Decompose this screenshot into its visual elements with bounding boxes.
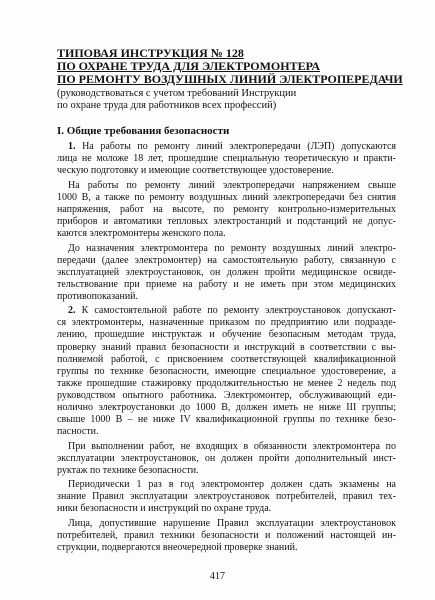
paragraph-text: приборов и автоматики тепловых электростанций и подстанций не допус- xyxy=(57,215,396,227)
paragraph-line xyxy=(57,291,396,303)
paragraph-text: руководством опытного работника. Электромонтер, обслуживающий еди- xyxy=(57,389,396,401)
paragraph-line xyxy=(57,503,396,515)
document-title xyxy=(57,46,403,86)
paragraph-line xyxy=(57,329,396,341)
paragraph-line xyxy=(57,141,396,153)
paragraph-text: свыше 1000 В – не ниже IV квалификационной группы по технике безо- xyxy=(57,413,396,425)
document-subtitle xyxy=(57,88,387,112)
paragraph-text: 1000 В, а также по ремонту воздушных линий электропередачи без снятия xyxy=(57,191,396,203)
paragraph-text: потребителей, правил техники безопасности и положений настоящей ин- xyxy=(57,530,396,542)
paragraph-text: противопоказаний. xyxy=(57,290,139,302)
paragraph-line xyxy=(57,342,396,354)
paragraph-text: При выполнении работ, не входящих в обязанности электромонтера по xyxy=(68,440,396,452)
paragraph-text: также прошедшие стажировку продолжительностью не менее 2 недель под xyxy=(57,377,396,389)
paragraph-line xyxy=(57,390,396,402)
paragraph-number: 1. xyxy=(68,141,76,152)
paragraph-line xyxy=(57,204,396,216)
paragraph-text: эксплуатации электроустановок, он должен пройти дополнительный инст- xyxy=(57,452,396,464)
paragraph-line xyxy=(57,255,396,267)
paragraph-text: руктаж по технике безопасности. xyxy=(57,464,199,476)
paragraph-text: К самостоятельной работе по ремонту электроустановок допускают- xyxy=(75,305,396,317)
paragraph-text: эксплуатацией электроустановок, он должен пройти медицинское освиде- xyxy=(57,266,396,278)
paragraph-text: ся электромонтеры, назначенные приказом по предприятию или подразде- xyxy=(57,317,396,329)
paragraph-text: До назначения электромонтера по ремонту воздушных линий электро- xyxy=(68,242,396,254)
paragraph xyxy=(57,479,396,515)
paragraph-line xyxy=(57,491,396,503)
paragraph-line xyxy=(57,153,396,165)
paragraph-text: группы по технике безопасности, имеющие специальное удостоверение, а xyxy=(57,365,396,377)
paragraph-text: ческую подготовку и имеющие соответствующее удостоверение. xyxy=(57,165,334,177)
paragraph-text: полняемой работой, с присвоением соответствующей квалификационной xyxy=(57,353,396,365)
title-line: ПО ОХРАНЕ ТРУДА ДЛЯ ЭЛЕКТРОМОНТЕРА xyxy=(57,59,321,73)
paragraph-text: ники безопасности и инструкций по охране труда. xyxy=(57,503,272,515)
paragraph-text: передачи (далее электромонтер) на самостоятельную работу, связанную с xyxy=(57,254,396,266)
paragraph-text: каются электромонтеры женского пола. xyxy=(57,227,226,239)
paragraph-text: нолично электроустановки до 1000 В, должен иметь не ниже III группы; xyxy=(57,401,396,413)
paragraph-line xyxy=(57,366,396,378)
title-line: ПО РЕМОНТУ ВОЗДУШНЫХ ЛИНИЙ ЭЛЕКТРОПЕРЕДАЧИ xyxy=(57,72,403,86)
paragraph-text: Лица, допустившие нарушение Правил эксплуатации электроустановок xyxy=(68,517,396,529)
paragraph-line xyxy=(57,465,396,477)
paragraph-text: лица не моложе 18 лет, прошедшие специальную теоретическую и практи- xyxy=(57,153,396,165)
paragraph xyxy=(57,441,396,477)
paragraph xyxy=(57,305,396,438)
section-heading: I. Общие требования безопасности xyxy=(57,125,230,137)
paragraph-line xyxy=(57,426,396,438)
paragraph-text: На работы по ремонту линий электропередачи (ЛЭП) допускаются xyxy=(75,141,396,152)
paragraph-line xyxy=(57,441,396,453)
body-text xyxy=(57,141,396,557)
paragraph-line xyxy=(57,518,396,530)
paragraph-line xyxy=(57,305,396,317)
paragraph-text: напряжения, работ на высоте, по ремонту контрольно-измерительных xyxy=(57,203,396,215)
paragraph-line xyxy=(57,453,396,465)
paragraph-text: тельствование при приеме на работу и не иметь при этом медицинских xyxy=(57,278,396,290)
paragraph-line xyxy=(57,414,396,426)
paragraph-line xyxy=(57,267,396,279)
paragraph xyxy=(57,180,396,240)
paragraph-line xyxy=(57,530,396,542)
paragraph-line xyxy=(57,378,396,390)
paragraph-text: лению, прошедшие инструктаж и обучение безопасным методам труда, xyxy=(57,329,396,341)
paragraph-line xyxy=(57,192,396,204)
paragraph-number: 2. xyxy=(68,305,76,317)
paragraph-line xyxy=(57,279,396,291)
paragraph xyxy=(57,141,396,177)
paragraph-line xyxy=(57,180,396,192)
paragraph-line xyxy=(57,317,396,329)
page-number: 417 xyxy=(210,571,225,582)
subtitle-line: (руководствоваться с учетом требований Инструкции xyxy=(57,88,297,99)
paragraph-text: пасности. xyxy=(57,425,99,437)
paragraph-text: знание Правил эксплуатации электроустановок потребителей, правил тех- xyxy=(57,491,396,503)
paragraph-line xyxy=(57,479,396,491)
paragraph-line xyxy=(57,542,396,554)
paragraph-line xyxy=(57,354,396,366)
paragraph-line xyxy=(57,216,396,228)
paragraph-line xyxy=(57,228,396,240)
paragraph-text: проверку знаний правил безопасности и инструкций в соответствии с вы- xyxy=(57,341,396,353)
paragraph-text: струкции, подвергаются внеочередной проверке знаний. xyxy=(57,542,298,554)
subtitle-line: по охране труда для работников всех профессий) xyxy=(57,100,277,111)
paragraph-line xyxy=(57,402,396,414)
paragraph xyxy=(57,243,396,303)
paragraph-text: Периодически 1 раз в год электромонтер должен сдать экзамены на xyxy=(68,479,396,491)
paragraph-text: На работы по ремонту линий электропередачи напряжением свыше xyxy=(68,179,396,191)
paragraph-line xyxy=(57,165,396,177)
title-line: ТИПОВАЯ ИНСТРУКЦИЯ № 128 xyxy=(57,46,244,60)
paragraph-line xyxy=(57,243,396,255)
paragraph xyxy=(57,518,396,554)
